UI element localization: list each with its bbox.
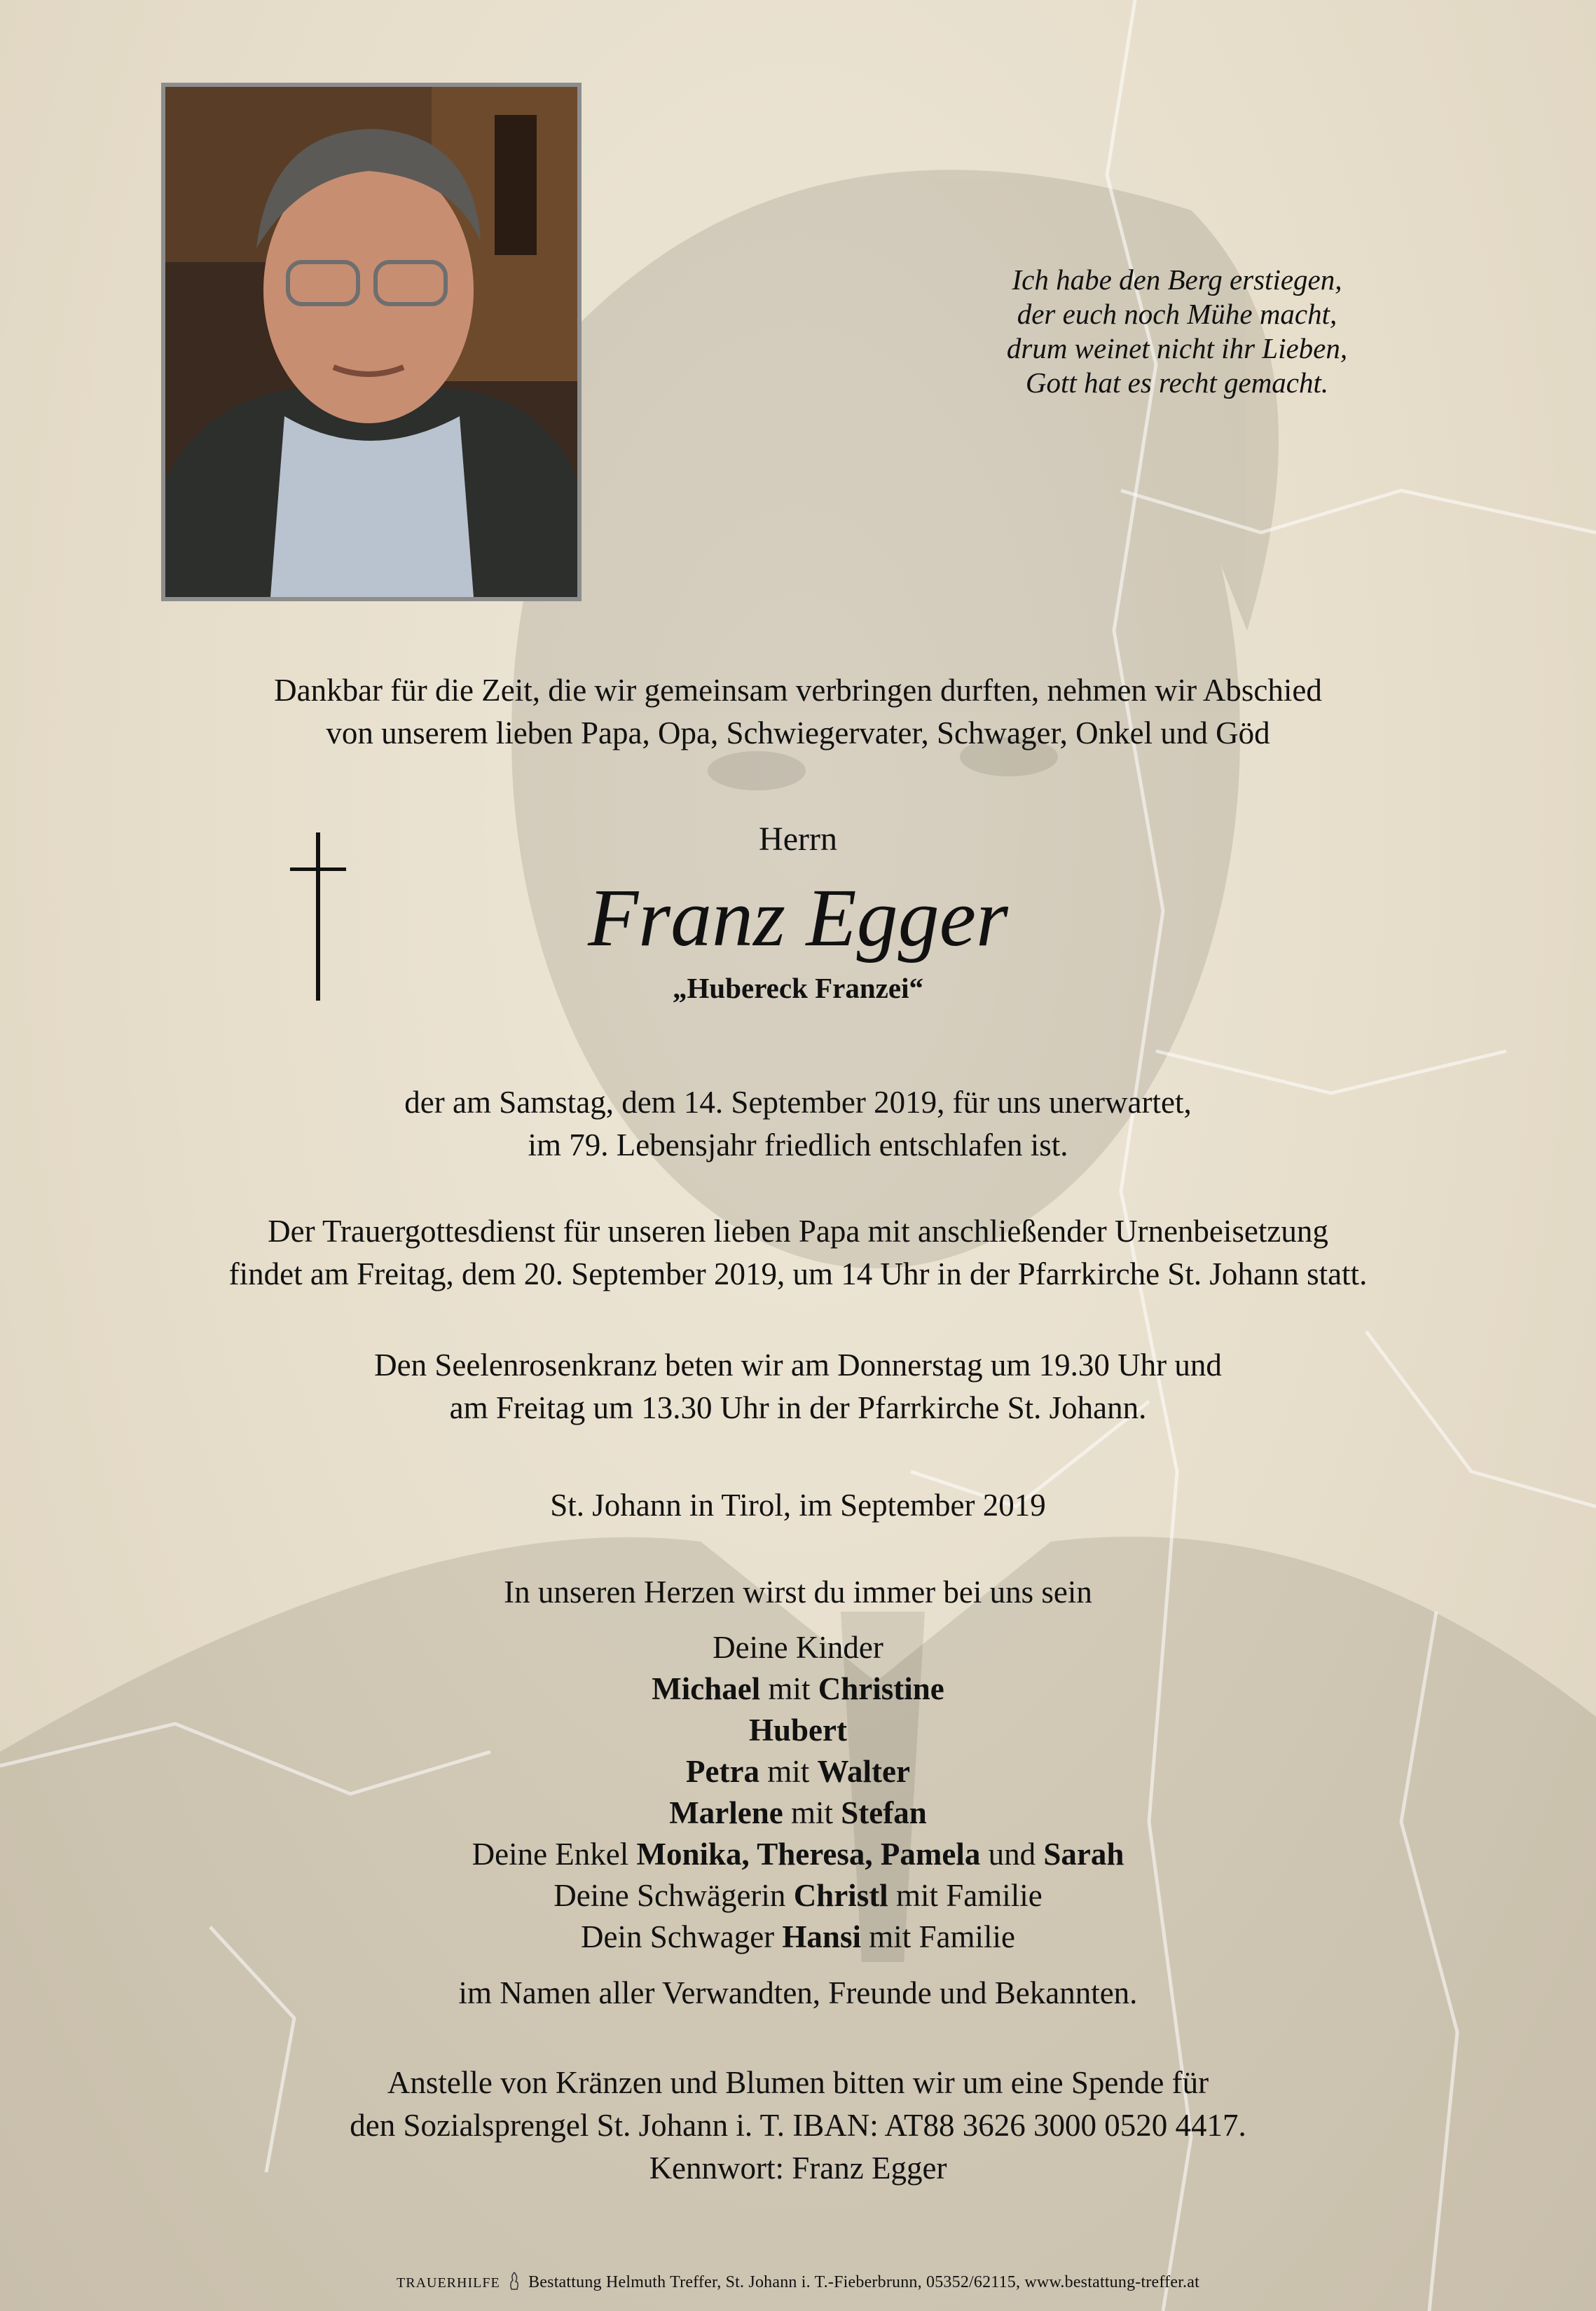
family-line xyxy=(0,1751,1596,1792)
family-line xyxy=(0,1834,1596,1875)
family-line xyxy=(0,1668,1596,1710)
intro-line: von unserem lieben Papa, Opa, Schwiegervater, Schwager, Onkel und Göd xyxy=(326,715,1270,750)
family-member: Stefan xyxy=(841,1795,927,1830)
service-line: findet am Freitag, dem 20. September 2019, um 14 Uhr in der Pfarrkirche St. Johann statt. xyxy=(228,1256,1368,1291)
family-member: Hubert xyxy=(749,1713,847,1748)
family-connector: mit xyxy=(759,1754,818,1789)
rosary-line: am Freitag um 13.30 Uhr in der Pfarrkirche St. Johann. xyxy=(449,1390,1147,1425)
poem-line: Ich habe den Berg erstiegen, xyxy=(1012,263,1342,296)
deceased-name: Franz Egger xyxy=(588,872,1008,964)
family-member: Michael xyxy=(652,1671,761,1706)
family-connector: mit xyxy=(783,1795,841,1830)
family-member: Monika, Theresa, Pamela xyxy=(636,1837,981,1872)
footer xyxy=(0,2272,1596,2292)
portrait-photo xyxy=(165,87,577,597)
poem-line: der euch noch Mühe macht, xyxy=(1017,298,1337,330)
donation-line: Kennwort: Franz Egger xyxy=(649,2151,947,2186)
family-line xyxy=(0,1916,1596,1958)
family-connector: und xyxy=(980,1837,1044,1872)
footer-brand: TRAUERHILFE xyxy=(397,2275,500,2291)
family-member: Christine xyxy=(818,1671,944,1706)
place-date: St. Johann in Tirol, im September 2019 xyxy=(550,1488,1046,1523)
intro-line: Dankbar für die Zeit, die wir gemeinsam verbringen durften, nehmen wir Abschied xyxy=(274,673,1322,708)
death-notice xyxy=(0,1081,1596,1167)
family-member: Walter xyxy=(817,1754,910,1789)
intro-text xyxy=(0,669,1596,755)
flame-logo-icon xyxy=(509,2272,520,2290)
portrait-photo-frame xyxy=(161,83,582,601)
family-member: Christl xyxy=(793,1878,888,1913)
family-member: Petra xyxy=(686,1754,759,1789)
salutation: Herrn xyxy=(759,821,837,858)
poem xyxy=(911,263,1443,400)
family-line xyxy=(0,1792,1596,1834)
death-line: der am Samstag, dem 14. September 2019, für uns unerwartet, xyxy=(404,1085,1192,1120)
nickname: „Hubereck Franzei“ xyxy=(673,972,923,1004)
poem-line: Gott hat es recht gemacht. xyxy=(1025,366,1329,399)
death-line: im 79. Lebensjahr friedlich entschlafen ist. xyxy=(528,1127,1068,1163)
family-connector: mit xyxy=(760,1671,818,1706)
family-member: Marlene xyxy=(669,1795,783,1830)
poem-line: drum weinet nicht ihr Lieben, xyxy=(1006,332,1348,364)
funeral-service xyxy=(0,1210,1596,1296)
family-connector: mit Familie xyxy=(888,1878,1043,1913)
all-relatives: im Namen aller Verwandten, Freunde und Bekannten. xyxy=(458,1975,1138,2010)
family-line xyxy=(0,1875,1596,1916)
service-line: Der Trauergottesdienst für unseren lieben Papa mit anschließender Urnenbeisetzung xyxy=(268,1214,1328,1249)
family-member: Sarah xyxy=(1043,1837,1124,1872)
footer-text: Bestattung Helmuth Treffer, St. Johann i. T.-Fieberbrunn, 05352/62115, www.bestattung-treffer.at xyxy=(528,2273,1199,2291)
children-heading: Deine Kinder xyxy=(713,1630,883,1665)
family-connector: mit Familie xyxy=(860,1919,1015,1954)
donation-notice xyxy=(0,2062,1596,2190)
family-connector: Deine Enkel xyxy=(472,1837,637,1872)
motto: In unseren Herzen wirst du immer bei uns sein xyxy=(504,1575,1092,1610)
family-line xyxy=(0,1710,1596,1751)
family-connector: Dein Schwager xyxy=(581,1919,783,1954)
family-member: Hansi xyxy=(782,1919,861,1954)
rosary-line: Den Seelenrosenkranz beten wir am Donnerstag um 19.30 Uhr und xyxy=(374,1347,1222,1383)
family-connector: Deine Schwägerin xyxy=(553,1878,794,1913)
rosary-notice xyxy=(0,1344,1596,1429)
family-list xyxy=(0,1627,1596,1958)
donation-line: Anstelle von Kränzen und Blumen bitten wir um eine Spende für xyxy=(387,2065,1209,2100)
donation-line: den Sozialsprengel St. Johann i. T. IBAN: AT88 3626 3000 0520 4417. xyxy=(350,2108,1246,2143)
